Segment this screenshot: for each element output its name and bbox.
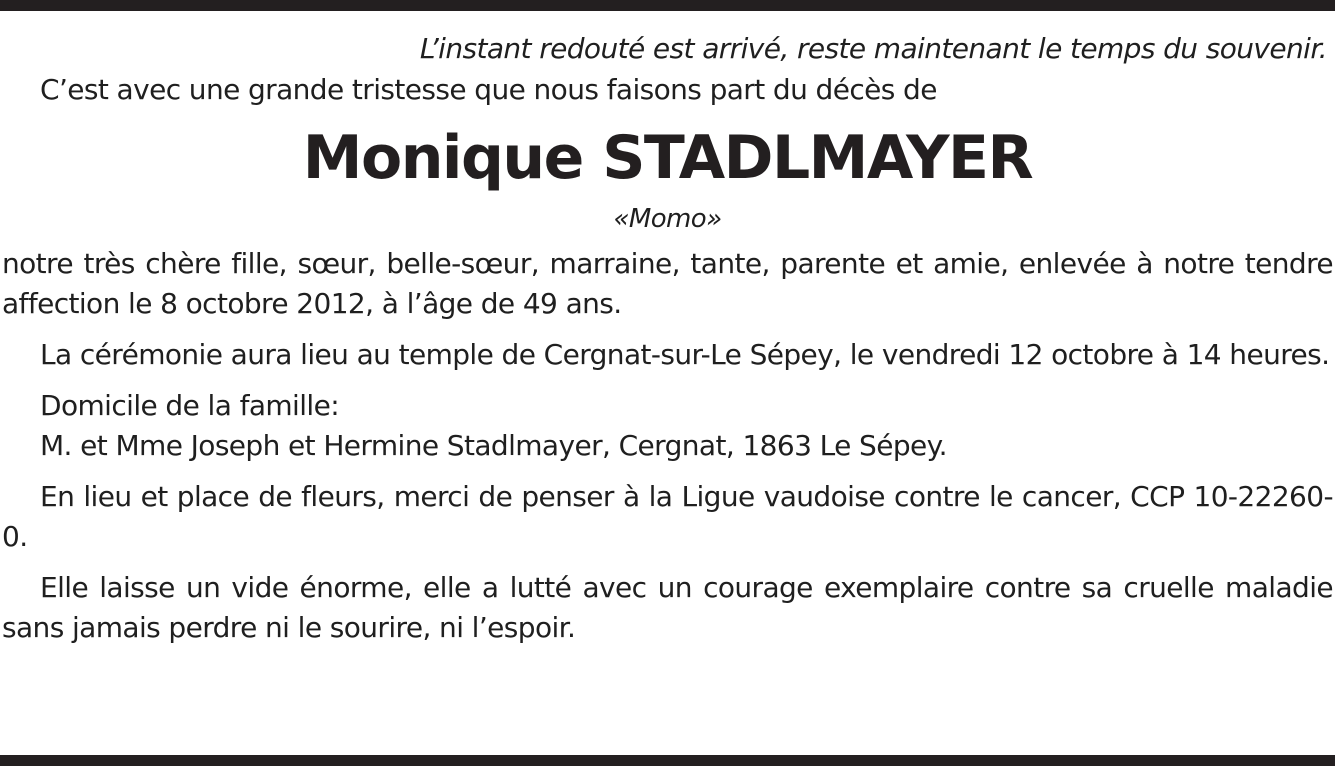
epigraph-quote: L’instant redouté est arrivé, reste maintenant le temps du souvenir. [419, 32, 1327, 65]
domicile-label: Domicile de la famille: [40, 389, 340, 422]
deceased-nickname: «Momo» [613, 204, 722, 234]
relationship-paragraph: notre très chère fille, sœur, belle-sœur, marraine, tante, parente et amie, enlevée à notre tendre affection le 8 octobre 2012, à l’âge de 49 ans. [2, 247, 1333, 320]
bottom-border-rule [0, 755, 1335, 766]
family-domicile [2, 386, 1333, 466]
top-border-rule [0, 0, 1335, 11]
obituary-notice [2, 28, 1333, 648]
deceased-name: Monique STADLMAYER [302, 123, 1033, 193]
intro-sentence: C’est avec une grande tristesse que nous faisons part du décès de [40, 73, 937, 106]
closing-paragraph: Elle laisse un vide énorme, elle a lutté avec un courage exemplaire contre sa cruelle maladie sans jamais perdre ni le sourire, ni l’espoir. [2, 571, 1333, 644]
ceremony-paragraph: La cérémonie aura lieu au temple de Cergnat-sur-Le Sépey, le vendredi 12 octobre à 14 heures. [40, 338, 1330, 371]
domicile-address: M. et Mme Joseph et Hermine Stadlmayer, Cergnat, 1863 Le Sépey. [40, 429, 947, 462]
donation-paragraph: En lieu et place de fleurs, merci de penser à la Ligue vaudoise contre le cancer, CCP 10-22260-0. [2, 480, 1333, 553]
